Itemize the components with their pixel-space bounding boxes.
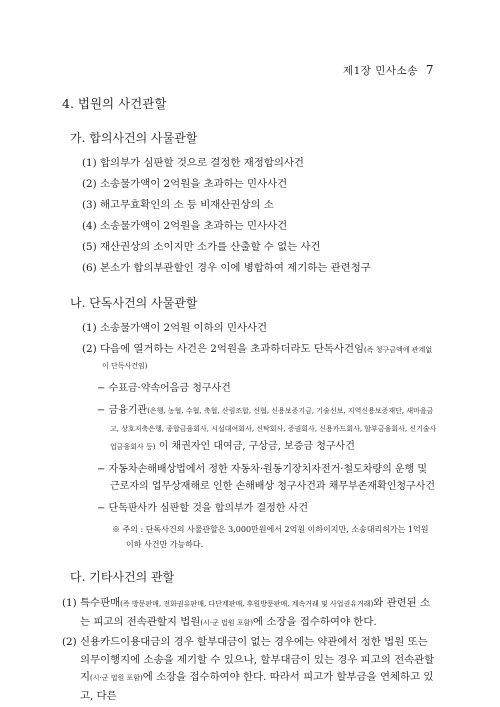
running-header (343, 63, 434, 78)
list-item: (4) 소송물가액이 2억원을 초과하는 민사사건 (82, 220, 288, 232)
page-number: 7 (425, 63, 434, 77)
paragraph-item (62, 634, 438, 705)
para-text: 와 관련된 소는 피고의 전속관할지 법원 (80, 597, 431, 628)
dash-item (97, 402, 438, 456)
para-note: (시·군 법원 포함) (90, 674, 143, 682)
dash-item: − 단독판사가 심판할 것을 합의부가 결정한 사건 (97, 503, 308, 514)
subsection-c-title: 다. 기타사건의 관할 (70, 570, 175, 584)
para-note: (즉 방문판매, 전화권유판매, 다단계판매, 후원방문판매, 계속거래 및 사업권유거래) (120, 600, 374, 608)
caution-note: ※ 주의 : 단독사건의 사물관할은 3,000만원에서 2억원 이하이지만, 소송대리허가는 1억원 이하 사건만 가능하다. (112, 525, 429, 549)
chapter-title: 제1장 민사소송 (342, 65, 418, 77)
para-text: 에 소장을 접수하여야 한다. (253, 615, 377, 628)
dash-item: − 자동차손해배상법에서 정한 자동차·원동기장치자전거·철도차량의 운행 및 근로자의 업무상재해로 인한 손해배상 청구사건과 채무부존재확인청구사건 (97, 464, 436, 492)
list-item: (3) 해고무효확인의 소 등 비재산권상의 소 (82, 199, 274, 211)
list-item (82, 342, 438, 374)
para-note: (시·군 법원 포함) (200, 618, 254, 627)
list-item: (6) 본소가 합의부관할인 경우 이에 병합하여 제기하는 관련청구 (82, 262, 371, 274)
subsection-b-title: 나. 단독사건의 사물관할 (70, 296, 198, 310)
page-body (62, 94, 438, 707)
dash-note: (은행, 농협, 수협, 축협, 산림조합, 신협, 신용보증기금, 기술신보, 지역신용보증재단, 새마을금고, 상호저축은행, 종합금융회사, 시설대여회사, 신탁회사, 증권회사, 신용카드회사, 할부금융회사, 신기술사업금융회사 등) (110, 407, 437, 451)
section-title: 4. 법원의 사건관할 (62, 96, 167, 111)
para-text: (1) 특수판매 (62, 597, 121, 609)
list-item: (1) 합의부가 심판할 것으로 결정한 재정합의사건 (82, 157, 304, 169)
para-text: (2) 신용카드이용대금의 경우 할부대금이 없는 경우에는 약관에서 정한 법원 또는 의무이행지에 소송을 제기할 수 있으나, 할부대금이 있는 경우 피고의 전속관할지 (62, 636, 435, 683)
para-text: 에 소장을 접수하여야 한다. 따라서 피고가 할부금을 연체하고 있고, 다른 (80, 671, 434, 702)
dash-item: − 수표금·약속어음금 청구사건 (97, 383, 231, 394)
paragraph-item (62, 595, 438, 632)
list-item: (1) 소송물가액이 2억원 이하의 민사사건 (82, 322, 268, 334)
dash-text: − 금융기관 (97, 405, 148, 416)
list-item: (2) 소송물가액이 2억원을 초과하는 민사사건 (82, 178, 288, 190)
list-item: (5) 재산권상의 소이지만 소가를 산출할 수 없는 사건 (82, 241, 321, 253)
dash-text: 이 채권자인 대여금, 구상금, 보증금 청구사건 (158, 441, 355, 452)
item-text: (2) 다음에 열거하는 사건은 2억원을 초과하더라도 단독사건임 (82, 343, 365, 355)
subsection-a-title: 가. 합의사건의 사물관할 (70, 131, 198, 145)
item-note: (즉 청구금액에 관계없이 단독사건임) (102, 346, 433, 370)
